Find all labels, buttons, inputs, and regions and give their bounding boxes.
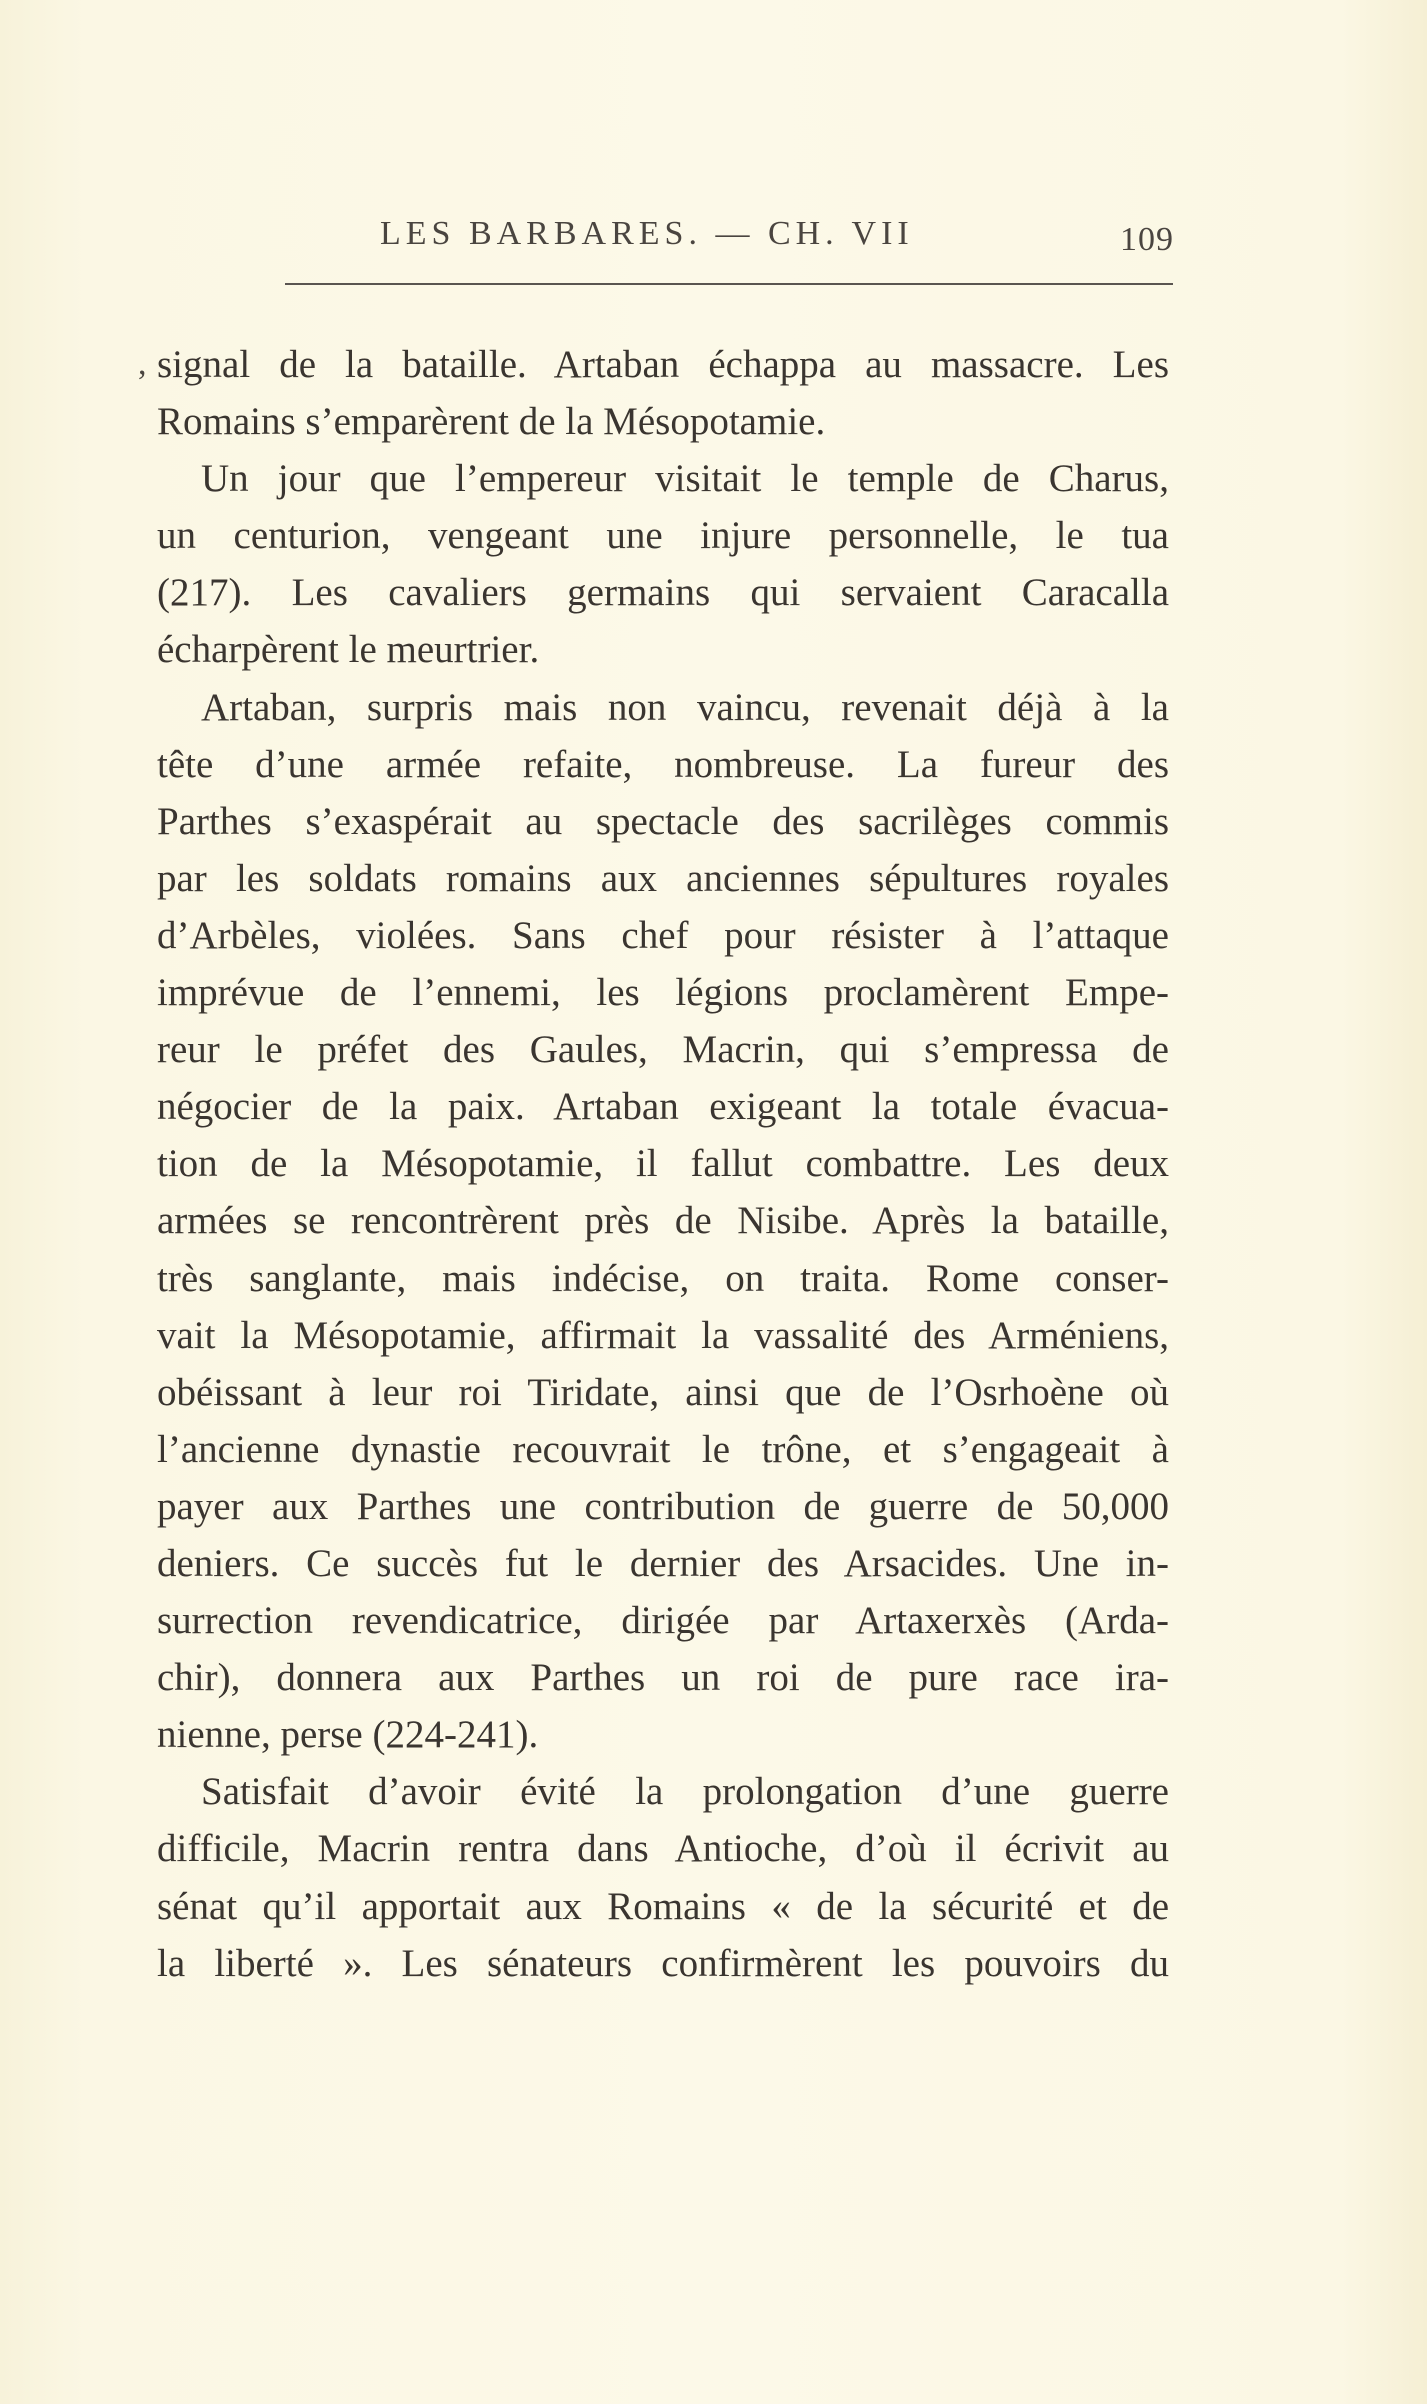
text-line: nienne, perse (224-241). [157, 1713, 539, 1757]
text-line: deniers. Ce succès fut le dernier des Arsacides. Une in- [157, 1541, 1169, 1585]
text-line: surrection revendicatrice, dirigée par Artaxerxès (Arda- [157, 1599, 1169, 1643]
body-text [157, 336, 1169, 1992]
text-line: payer aux Parthes une contribution de guerre de 50,000 [157, 1484, 1169, 1528]
page-number: 109 [1120, 221, 1174, 258]
text-line: l’ancienne dynastie recouvrait le trône, et s’engageait à [157, 1427, 1169, 1471]
text-line: vait la Mésopotamie, affirmait la vassalité des Arméniens, [157, 1313, 1169, 1357]
text-line: Satisfait d’avoir évité la prolongation d’une guerre [201, 1770, 1169, 1814]
text-line: négocier de la paix. Artaban exigeant la totale évacua- [157, 1085, 1169, 1129]
text-line: imprévue de l’ennemi, les légions proclamèrent Empe- [157, 971, 1169, 1015]
text-line: très sanglante, mais indécise, on traita. Rome conser- [157, 1256, 1169, 1300]
text-line: obéissant à leur roi Tiridate, ainsi que de l’Osrhoène où [157, 1370, 1169, 1414]
running-title: LES BARBARES. — CH. VII [380, 215, 914, 252]
text-line: la liberté ». Les sénateurs confirmèrent les pouvoirs du [157, 1941, 1169, 1985]
header-rule [285, 283, 1173, 285]
text-line: Un jour que l’empereur visitait le temple de Charus, [201, 457, 1169, 501]
text-line: signal de la bataille. Artaban échappa au massacre. Les [157, 343, 1169, 386]
text-line: (217). Les cavaliers germains qui servaient Caracalla [157, 571, 1169, 615]
running-head [285, 215, 1185, 275]
text-line: armées se rencontrèrent près de Nisibe. Après la bataille, [157, 1199, 1169, 1243]
text-line: chir), donnera aux Parthes un roi de pure race ira- [157, 1656, 1169, 1700]
text-line: par les soldats romains aux anciennes sépultures royales [157, 856, 1169, 900]
text-line: difficile, Macrin rentra dans Antioche, d’où il écrivit au [157, 1827, 1169, 1871]
text-line: Parthes s’exaspérait au spectacle des sacrilèges commis [157, 799, 1169, 843]
text-line: écharpèrent le meurtrier. [157, 628, 540, 672]
text-line: sénat qu’il apportait aux Romains « de la sécurité et de [157, 1884, 1169, 1928]
stray-mark: , [138, 345, 147, 382]
text-line: un centurion, vengeant une injure personnelle, le tua [157, 514, 1169, 558]
text-line: Romains s’emparèrent de la Mésopotamie. [157, 400, 826, 444]
text-line: reur le préfet des Gaules, Macrin, qui s’empressa de [157, 1028, 1169, 1072]
text-line: tête d’une armée refaite, nombreuse. La fureur des [157, 742, 1169, 786]
text-line: d’Arbèles, violées. Sans chef pour résister à l’attaque [157, 913, 1169, 957]
text-line: Artaban, surpris mais non vaincu, revenait déjà à la [201, 685, 1169, 729]
text-line: tion de la Mésopotamie, il fallut combattre. Les deux [157, 1142, 1169, 1186]
